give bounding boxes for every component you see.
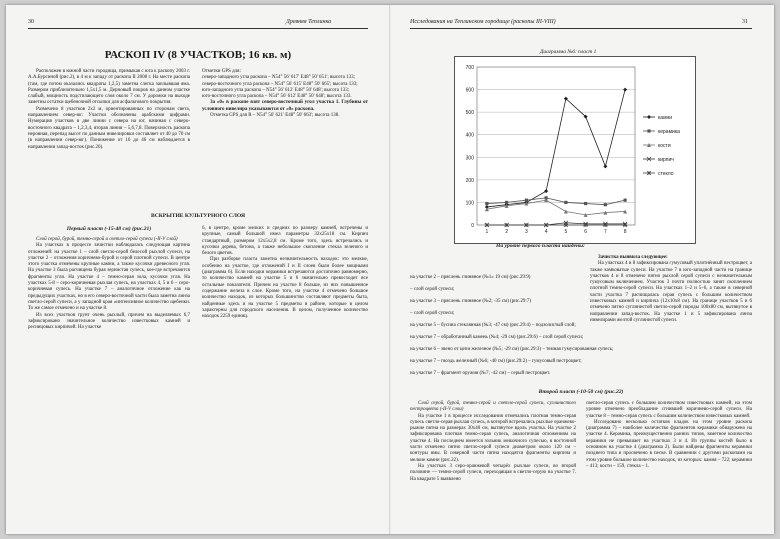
y-tick-label: 500 (465, 110, 474, 117)
data-point (564, 223, 568, 227)
text-column-6 (586, 401, 752, 470)
y-tick-label: 100 (465, 200, 474, 207)
running-head-left: Древняя Теплинка (286, 19, 332, 25)
legend-label: кирпич (658, 157, 674, 163)
data-point (623, 223, 627, 227)
find-item: на участке 6 – звено от цепи железное (№5; -29 см) (рис.29:3) – темная гумусированная супесь; (410, 347, 614, 352)
data-point (584, 202, 587, 205)
line-chart (455, 57, 695, 243)
data-point (604, 203, 607, 206)
data-point (505, 223, 509, 227)
data-point (603, 223, 607, 227)
x-tick-label: 1 (485, 229, 489, 235)
text-column-right-top (590, 255, 752, 324)
text-column-5 (410, 401, 576, 483)
y-tick-label: 600 (465, 87, 474, 94)
y-tick-label: 300 (465, 155, 474, 162)
paragraph: Размечено 8 участков 2х2 м, ориентированных по сторонам света, направлением север-юг. Участки обозначены арабскими цифрами. Нумерация участков в две линии с севера на юг, начиная с северо-восточного квадрата – 1,2,3,4, вторая линия – 5,6,7,8. Поверхность раскопа неровная, перепад высот по данным нивелировки составляет от 40 до 70 см (в направлении север-юг). Понижение от 16 до 46 см наблюдается в направлении запад-восток (рис.20). (28, 106, 190, 150)
paragraph: Слой серой, бурой, темно-серой и светло-серой супеси (-II-V слой) (36, 237, 178, 242)
chart (454, 56, 696, 244)
x-tick-label: 2 (505, 229, 509, 235)
results-heading: На уровне первого пласта найдены: (496, 243, 585, 249)
header-rule (28, 28, 368, 29)
paragraph: Исследовано несколько остатков кладок на этом уровне раскопа (диаграмма 7) – наиболее количество фрагментов керамики обнаружено на участке 4. Керамика, преимущественно ранних типов, заметное количество керамики не превышает на участках 3 и 4. Из группы костей было в основном на участке 4 (диаграмма 2). Были найдены фрагменты керамики позднего типа и просвечено в песке. В сравнении с другими раскопами на этом уровне большое количество находок, из которых: камня – 722; керамики – 413; кости – 159, стекла – 1. (586, 419, 752, 469)
find-item: на участке 7 – фрагмент оружия (№7; -42 см) – серый пестроцвет. (410, 371, 551, 376)
running-head-right: Исследования на Теплинском городище (раскопы III-VIII) (410, 19, 556, 25)
paragraph: юго-западного угла раскопа – N54° 56' 612' E48° 50' 648'; высота 133; (202, 87, 350, 93)
book-spread (6, 5, 774, 534)
chart-caption: Диаграмма №6: пласт 1 (540, 49, 597, 55)
paragraph: На участках 3 серо-оранжевой четырёх рыхлые супеси, во второй половине — темно-серой супеси, переходящая в светло-серую на участке 7. На квадрате 5 выявлено (410, 463, 576, 482)
y-tick-label: 400 (465, 132, 474, 139)
layer-heading: Первый пласт (-15-48 см) (рис.21) (66, 226, 152, 232)
paragraph: светло-серая супесь с большим количеством известковых камней, на этом уровне отмечено преобладание сгнившей коричнево-серой супеси. На участке 8 – темно-серая супесь с большим количеством известковых камней. (586, 401, 752, 419)
legend-label: кости (658, 143, 671, 149)
paragraph: За «0» в раскопе взят северо-восточный угол участка 1. Глубины от условного нивелира указываются от «0» раскопа. (202, 100, 368, 112)
layer-heading: Второй пласт (-10-50 см) (рис.22) (538, 389, 624, 395)
page-title: РАСКОП IV (8 УЧАСТКОВ; 16 кв. м) (104, 49, 292, 61)
data-point (485, 223, 489, 227)
data-point (485, 202, 488, 205)
paragraph: 6, в центре, кроме мелких и средних по размеру камней, встречены и крупные, самый большой имел параметры 32х25х18 см. Кирпич стандартный, размером 12х5х2,8 см. Кроме того, здесь встречались и кусочки дерева, бетона, а также небольшое скопление стекла зеленого и белого цветов. (202, 226, 368, 257)
data-point (505, 201, 508, 204)
data-point (624, 199, 627, 202)
data-point (647, 129, 650, 132)
paragraph: Отметка GPS для R – N54° 56' 621' E48° 50' 663'; высота 138. (210, 113, 340, 119)
find-item: – слой серой супеси; (410, 311, 455, 316)
legend-label: стекло (658, 171, 674, 177)
data-point (647, 115, 651, 119)
left-page (6, 5, 390, 534)
data-point (647, 171, 651, 175)
data-point (525, 199, 528, 202)
legend-label: керамика (658, 129, 680, 135)
section-heading: ВСКРЫТИЕ КУЛЬТУРНОГО СЛОЯ (150, 213, 245, 219)
paragraph: Зачистка выявила следующее: (598, 255, 668, 260)
x-tick-label: 8 (623, 229, 627, 235)
find-item: на участке 2 – пряслень глиняное (№1» 19 см) (рис.29:9) (410, 275, 531, 280)
paragraph: Из всех участков грунт очень рыхлый, причем на выделяемых 6,7 зафиксировано значительное количество известковых камней и ресницовых кирпичей. На участке (28, 312, 190, 331)
header-rule (410, 28, 752, 29)
paragraph: На участках в процессе зачистки наблюдалась следующая картина отложений: на участке 1 – слой светло-серой белесой рыхлой супеси, на участке 2 – отложения коричнево-бурой и серой плотной супеси. В центре этого участка отмечены крупные камни, а также кусочки древесного угля. На участке 3 была расчищена бурая зернистая супесь, кое-где встречаются фрагменты угля. На участке 4 – темно-серая зола, кусочки угля. На участках 5-8 – серо-коричневая рыхлая супесь, на участках 4, 5 и 6 – серо-коричневая супесь. На участке 7 – аналогичное отложение как на предыдущих участках, но в его северо-восточной части была заметна линза светло-серой супеси, а у западной края «интенсивное количество щебенки. То же самое отмечено и на участке 8. (28, 243, 190, 312)
x-tick-label: 5 (564, 229, 568, 235)
y-tick-label: 0 (471, 223, 474, 229)
y-tick-label: 200 (465, 177, 474, 184)
paragraph: юго-восточного угла раскопа – N54° 56' 612' E48° 50' 648'; высота 133. (202, 94, 352, 100)
text-column-4 (202, 226, 368, 320)
find-item: на участке 7 – гвоздь железный (№6; -40 см) (рис.29:2) – гумусовый пестроцвет; (410, 359, 582, 364)
text-column-2 (202, 69, 368, 119)
paragraph: Слой серой, бурой, темно-серой и светло-серой супеси, суглинистого пестроцвета (-II-V слои) (410, 401, 576, 413)
x-tick-label: 3 (524, 229, 528, 235)
paragraph: При разборке пласта заметна незначительность находок: это мелкие, особенно на участке, где отложений I и II слоев были более мощными (диаграмма 6). Если находки керамики встречаются достаточно равномерно, то количество камней на участке 5 и 6 значительно превосходит все остальные показатели. Причем на участке 8 больше, из них повышенное содержание железа в слое. Кроме того, на участке 4 отмечено большое количество находок, из которых большинство составляют предметы быта, найденные здесь и на участке 5 предметы в районе, которые в целом характерны для городского населения. В целом, полученное количество находок 2259 единиц. (202, 257, 368, 320)
data-point (544, 223, 548, 227)
paragraph: На участках 4 и 8 зафиксирована гумусовый уплотнённый пестроцвет, а также комковатые супеси. На участке 7 в юго-западной части на границе участков 4 и 8 отмечено пятно рыхлой серой супеси с незначительным гумусовым включением. Участок 3 почти полностью занят скоплением плотной темно-серой супеси. На участках 1–2 и 5–6, а также в северной части участка 7 расчищалась серая супесь с большим количеством известковых камней и кирпича (12х10х8 см). На границе участков 5 и 6 отмечено пятно суглинистой светло-серой породы 100х80 см, вытянутое в направлении запад-восток. На участке 1 и 5 зафиксирована линза нивелирами желтой суглинистой супеси. (590, 261, 753, 323)
x-tick-label: 4 (544, 229, 548, 235)
find-item: на участке 3 – пряслень глиняное (№2; -35 см) (рис.29:7) (410, 299, 531, 304)
paragraph: Расположен в южной части городища, примыкая с юга к раскопу 2003 г. А.А.Бурсиной (рис.2), в 4 м к западу от раскопа II 2008 г. На месте раскопа (там, где потом оказались квадраты 1,2,5) заметна слегка заплывшая яма. Размером приблизительно 1,5х1,5 м. Дерновый покров на данном участке слабый, мощность подстилающего слоя около 7 см. У дорожки на выходе заметны остатки щебеночной отсыпки для асфальтового покрытия. (28, 69, 190, 106)
find-item: на участке 7 – обработанный камень (№4; -29 см) (рис.29:6) – слой серой супеси; (410, 335, 584, 340)
paragraph: северо-западного угла раскопа – N54° 56' 617' E48° 50' 651'; высота 133; (202, 75, 356, 81)
data-point (564, 201, 567, 204)
x-tick-label: 6 (584, 229, 588, 235)
y-tick-label: 700 (465, 65, 474, 71)
page-number-left: 30 (28, 19, 34, 25)
paragraph: Отметки GPS для: (202, 69, 241, 74)
text-column-1 (28, 69, 190, 151)
paragraph: На участке 1 в процессе исследования отмечались плотная темно-серая супесь светло-серая рыхлая супесь, в которой встречались рыхлые оранжево-рыжие пятна на размерах 30х40 см, вытянутое вдоль участка. На участке 2 зафиксирована плотная темно-серая супесь, аналогичная отложениям на участке 4. На последнем имеется зольник мешочного супесью, в восточной части отмечено пятно светло-серой супеси диаметром около 120 см – контуры ямы. В северной части пятна находятся фрагменты кирпича и мелкие камни (рис.22). (410, 413, 576, 463)
text-column-3 (28, 237, 190, 331)
x-tick-label: 7 (603, 229, 607, 235)
page-number-right: 31 (742, 19, 748, 25)
legend-label: камни (658, 115, 673, 121)
data-point (524, 223, 528, 227)
find-item: на участке 5 – бусина стеклянная (№3; -47 см) (рис.29:4) – подзолистый слой; (410, 323, 576, 328)
find-item: – слой серой супеси; (410, 287, 455, 292)
paragraph: северо-восточного угла раскопа – N54° 56' 615' E48° 50' 665'; высота 133; (202, 81, 358, 87)
data-point (584, 223, 588, 227)
